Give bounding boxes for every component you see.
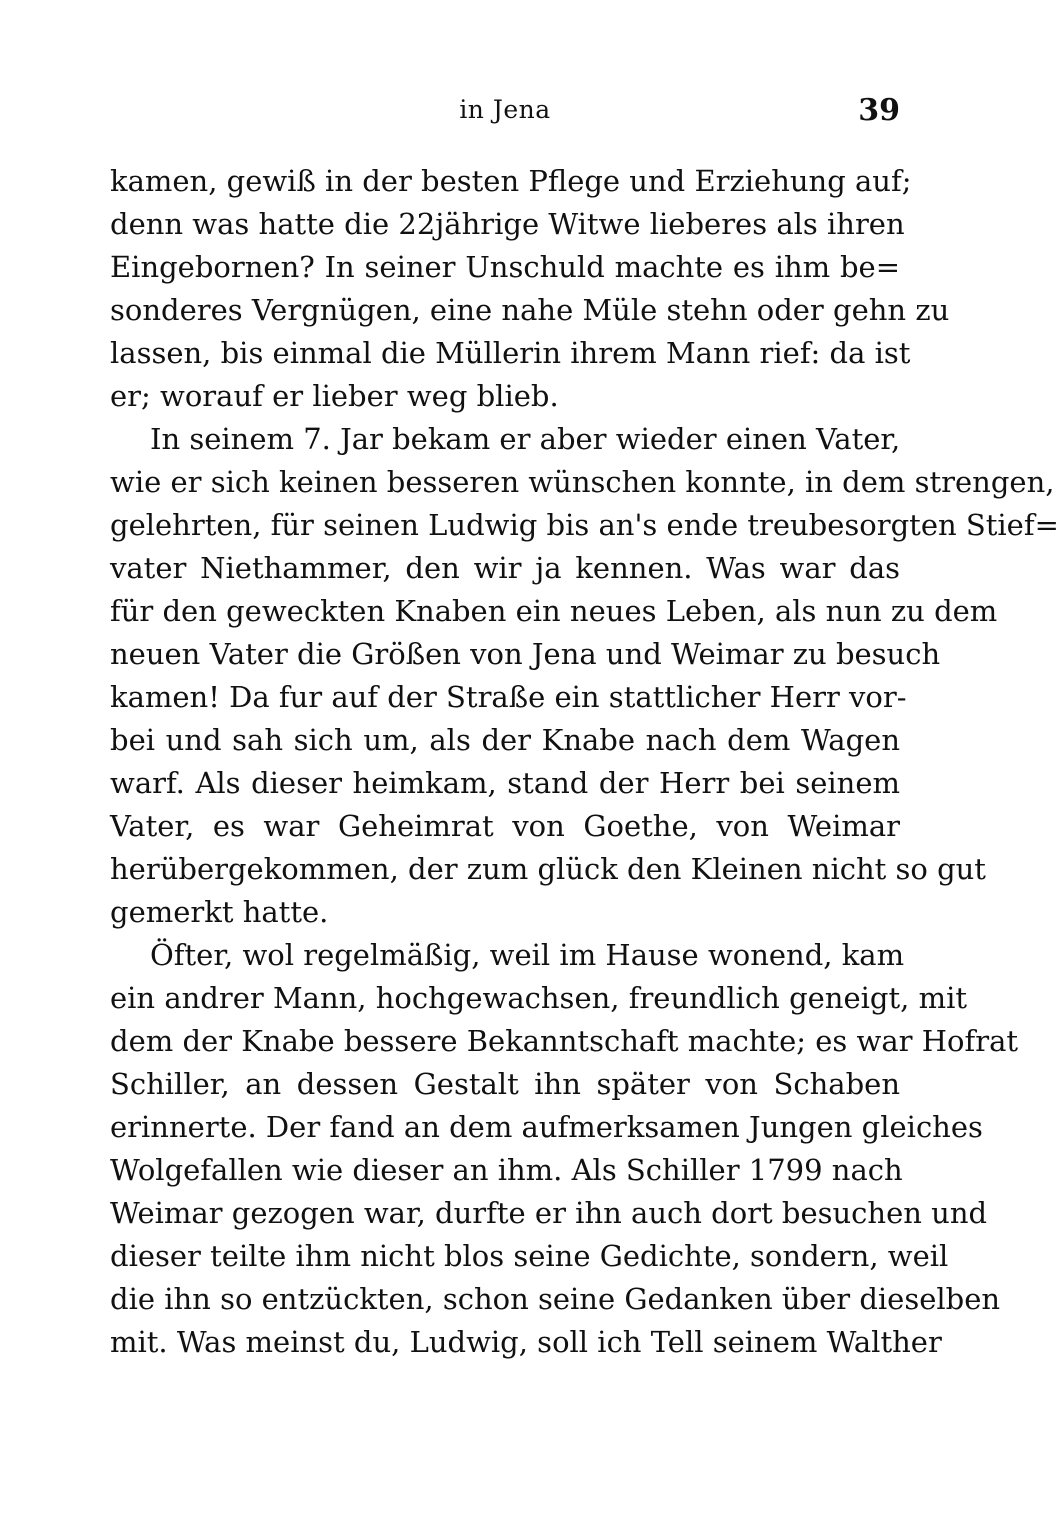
page-number: 39 bbox=[858, 93, 900, 128]
text-line: Weimar gezogen war, durfte er ihn auch dort besuchen und bbox=[110, 1196, 988, 1230]
text-line: die ihn so entzückten, schon seine Gedanken über dieselben bbox=[110, 1282, 1001, 1316]
text-line: In seinem 7. Jar bekam er aber wieder einen Vater, bbox=[150, 422, 901, 456]
text-line: lassen, bis einmal die Müllerin ihrem Mann rief: da ist bbox=[110, 336, 911, 370]
text-line: denn was hatte die 22jährige Witwe lieberes als ihren bbox=[110, 207, 905, 241]
text-line: wie er sich keinen besseren wünschen konnte, in dem strengen, bbox=[110, 465, 1055, 499]
text-line: mit. Was meinst du, Ludwig, soll ich Tell seinem Walther bbox=[110, 1325, 942, 1359]
text-line: dem der Knabe bessere Bekanntschaft machte; es war Hofrat bbox=[110, 1024, 1019, 1058]
text-line: Wolgefallen wie dieser an ihm. Als Schiller 1799 nach bbox=[110, 1153, 903, 1187]
text-line: erinnerte. Der fand an dem aufmerksamen Jungen gleiches bbox=[110, 1110, 983, 1144]
text-line: Öfter, wol regelmäßig, weil im Hause wonend, kam bbox=[150, 938, 905, 972]
text-line: ein andrer Mann, hochgewachsen, freundlich geneigt, mit bbox=[110, 981, 968, 1015]
body-text bbox=[110, 160, 1059, 1364]
text-line: gemerkt hatte. bbox=[110, 895, 329, 929]
text-line: Vater, es war Geheimrat von Goethe, von Weimar bbox=[110, 809, 900, 843]
text-line: dieser teilte ihm nicht blos seine Gedichte, sondern, weil bbox=[110, 1239, 949, 1273]
text-line: Eingebornen? In seiner Unschuld machte es ihm be= bbox=[110, 250, 900, 284]
text-line: für den geweckten Knaben ein neues Leben, als nun zu dem bbox=[110, 594, 998, 628]
text-line: herübergekommen, der zum glück den Kleinen nicht so gut bbox=[110, 852, 986, 886]
text-line: er; worauf er lieber weg blieb. bbox=[110, 379, 559, 413]
text-line: bei und sah sich um, als der Knabe nach dem Wagen bbox=[110, 723, 900, 757]
text-line: neuen Vater die Größen von Jena und Weimar zu besuch bbox=[110, 637, 941, 671]
text-line: warf. Als dieser heimkam, stand der Herr bei seinem bbox=[110, 766, 900, 800]
text-line: vater Niethammer, den wir ja kennen. Was war das bbox=[110, 551, 900, 585]
running-head bbox=[110, 95, 900, 135]
text-line: sonderes Vergnügen, eine nahe Müle stehn oder gehn zu bbox=[110, 293, 950, 327]
text-line: kamen, gewiß in der besten Pflege und Erziehung auf; bbox=[110, 164, 912, 198]
text-line: kamen! Da fur auf der Straße ein stattlicher Herr vor- bbox=[110, 680, 907, 714]
text-line: gelehrten, für seinen Ludwig bis an's ende treubesorgten Stief= bbox=[110, 508, 1059, 542]
text-line: Schiller, an dessen Gestalt ihn später von Schaben bbox=[110, 1067, 900, 1101]
running-title: in Jena bbox=[459, 95, 551, 124]
